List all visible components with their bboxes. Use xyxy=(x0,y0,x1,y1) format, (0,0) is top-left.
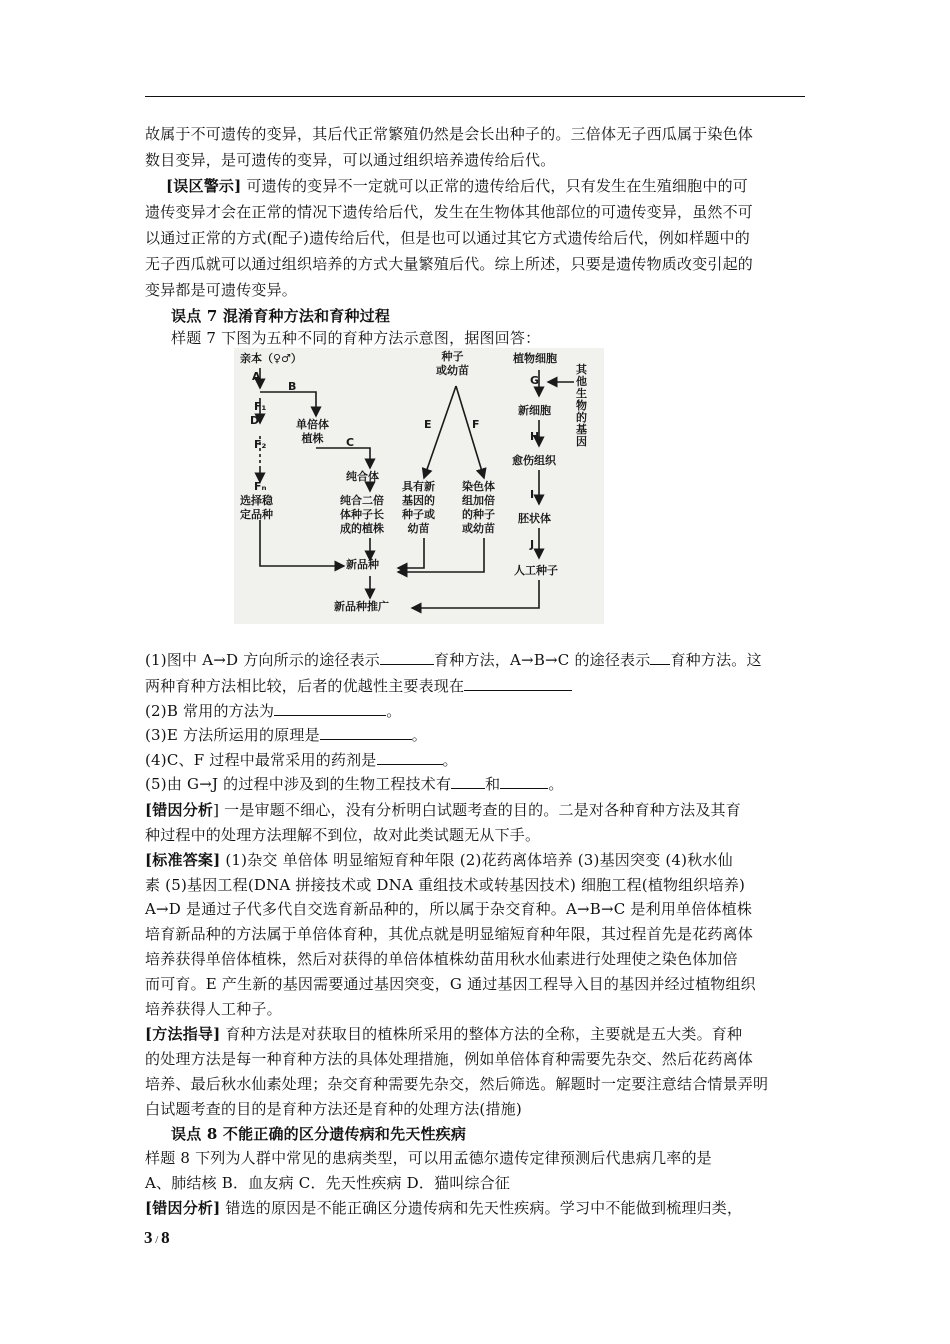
label-haploid: 单倍体 植株 xyxy=(296,418,329,445)
paragraph-line: [错因分析] 错选的原因是不能正确区分遗传病和先天性疾病。学习中不能做到梳理归类， xyxy=(145,1199,743,1217)
label-new-cell: 新细胞 xyxy=(518,404,551,417)
section-tag: [错因分析 xyxy=(145,801,214,819)
paragraph-line: 数目变异，是可遗传的变异，可以通过组织培养遗传给后代。 xyxy=(145,151,556,169)
question-line: (3)E 方法所运用的原理是 。 xyxy=(145,722,809,748)
paragraph-line: 而可育。E 产生新的基因需要通过基因突变，G 通过基因工程导入目的基因并经过植物组织 xyxy=(145,975,756,993)
label-pure: 纯合体 xyxy=(346,470,379,483)
label-callus: 愈伤组织 xyxy=(512,454,556,467)
paragraph-line: 无子西瓜就可以通过组织培养的方式大量繁殖后代。综上所述，只要是遗传物质改变引起的 xyxy=(145,255,754,273)
answer-options: A、肺结核 B．血友病 C．先天性疾病 D．猫叫综合征 xyxy=(145,1174,511,1192)
question-stem: 样题 8 下列为人群中常见的患病类型，可以用孟德尔遗传定律预测后代患病几率的是 xyxy=(145,1149,712,1167)
header-rule xyxy=(145,96,805,97)
answer-blank[interactable] xyxy=(274,699,386,716)
paragraph-line: 故属于不可遗传的变异，其后代正常繁殖仍然是会长出种子的。三倍体无子西瓜属于染色体 xyxy=(145,125,754,143)
question-line: (1)图中 A→D 方向所示的途径表示 育种方法，A→B→C 的途径表示 育种方法。这 xyxy=(145,647,809,673)
label-promotion: 新品种推广 xyxy=(334,600,389,613)
label-artificial-seed: 人工种子 xyxy=(514,564,558,577)
label-seed: 种子 或幼苗 xyxy=(436,350,469,377)
page-number: 3 / 8 xyxy=(144,1228,170,1247)
paragraph-line: [标准答案] (1)杂交 单倍体 明显缩短育种年限 (2)花药离体培养 (3)基因突变 (4)秋水仙 xyxy=(145,851,733,869)
paragraph-line: 培养、最后秋水仙素处理；杂交育种需要先杂交，然后筛选。解题时一定要注意结合情景弄明 xyxy=(145,1075,769,1093)
paragraph-line: [方法指导] 育种方法是对获取目的植株所采用的整体方法的全称，主要就是五大类。育种 xyxy=(145,1025,743,1043)
label-h: H xyxy=(530,430,540,443)
label-chrom-double: 染色体 组加倍 的种子 或幼苗 xyxy=(462,480,495,535)
question-stem: 样题 7 下图为五种不同的育种方法示意图，据图回答： xyxy=(171,329,541,347)
section-tag: [错因分析] xyxy=(145,1199,221,1217)
paragraph-line: 种过程中的处理方法理解不到位，故对此类试题无从下手。 xyxy=(145,826,541,844)
label-embryoid: 胚状体 xyxy=(518,512,551,525)
section-heading: 误点 7 混淆育种方法和育种过程 xyxy=(171,307,391,325)
label-f1: F₁ xyxy=(254,400,267,413)
answer-blank[interactable] xyxy=(500,772,548,789)
paragraph-line: 变异都是可遗传变异。 xyxy=(145,281,298,299)
label-other-genes: 其 他 生 物 的 基 因 xyxy=(576,363,587,448)
paragraph-line: 以通过正常的方式(配子)遗传给后代，但是也可以通过其它方式遗传给后代，例如样题中的 xyxy=(145,229,750,247)
paragraph-line: 培养获得单倍体植株，然后对获得的单倍体植株幼苗用秋水仙素进行处理使之染色体加倍 xyxy=(145,950,738,968)
question-line: 两种育种方法相比较，后者的优越性主要表现在 xyxy=(145,673,809,699)
label-g: G xyxy=(530,374,540,387)
label-new-variety: 新品种 xyxy=(346,558,379,571)
paragraph-line: 遗传变异才会在正常的情况下遗传给后代，发生在生物体其他部位的可遗传变异，虽然不可 xyxy=(145,203,754,221)
answer-blank[interactable] xyxy=(320,723,412,740)
answer-blank[interactable] xyxy=(464,674,572,691)
label-d: D xyxy=(250,414,260,427)
label-pure-diploid: 纯合二倍 体种子长 成的植株 xyxy=(340,494,384,535)
paragraph-line: 培养获得人工种子。 xyxy=(145,1000,282,1018)
paragraph-line: A→D 是通过子代多代自交选育新品种的，所以属于杂交育种。A→B→C 是利用单倍体植株 xyxy=(145,900,753,918)
label-fn: Fₙ xyxy=(254,480,267,493)
question-line: (4)C、F 过程中最常采用的药剂是 。 xyxy=(145,747,809,773)
paragraph-line: [错因分析] 一是审题不细心，没有分析明白试题考查的目的。二是对各种育种方法及其育 xyxy=(145,801,741,819)
paragraph-line: 的处理方法是每一种育种方法的具体处理措施，例如单倍体育种需要先杂交、然后花药离体 xyxy=(145,1050,754,1068)
breeding-methods-diagram xyxy=(234,348,604,624)
label-j: J xyxy=(530,538,535,551)
label-i: I xyxy=(530,488,535,501)
label-plant-cell: 植物细胞 xyxy=(513,352,557,365)
label-a: A xyxy=(252,370,261,383)
label-f: F xyxy=(472,418,480,431)
section-heading: 误点 8 不能正确的区分遗传病和先天性疾病 xyxy=(171,1125,467,1143)
paragraph-line: 白试题考查的目的是育种方法还是育种的处理方法(措施) xyxy=(145,1100,522,1118)
answer-blank[interactable] xyxy=(451,772,485,789)
label-e: E xyxy=(424,418,432,431)
section-tag: [方法指导] xyxy=(145,1025,221,1043)
label-b: B xyxy=(288,380,297,393)
answer-blank[interactable] xyxy=(650,648,670,665)
label-parent: 亲本（♀♂） xyxy=(240,352,302,365)
answer-blank[interactable] xyxy=(377,748,443,765)
answer-blank[interactable] xyxy=(380,648,434,665)
section-tag: [标准答案] xyxy=(145,851,221,869)
question-line: (2)B 常用的方法为 。 xyxy=(145,698,809,724)
paragraph-line: 素 (5)基因工程(DNA 拼接技术或 DNA 重组技术或转基因技术) 细胞工程(植物组织培养) xyxy=(145,876,746,894)
question-line: (5)由 G→J 的过程中涉及到的生物工程技术有 和 。 xyxy=(145,771,809,797)
paragraph-line: 培育新品种的方法属于单倍体育种，其优点就是明显缩短育种年限，其过程首先是花药离体 xyxy=(145,925,754,943)
label-f2: F₂ xyxy=(254,438,267,451)
label-select-stable: 选择稳 定品种 xyxy=(240,494,273,521)
section-tag: [误区警示] xyxy=(166,177,242,195)
label-c: C xyxy=(346,436,355,449)
paragraph-line: [误区警示] 可遗传的变异不一定就可以正常的遗传给后代，只有发生在生殖细胞中的可 xyxy=(166,177,748,195)
label-new-gene: 具有新 基因的 种子或 幼苗 xyxy=(402,480,435,535)
